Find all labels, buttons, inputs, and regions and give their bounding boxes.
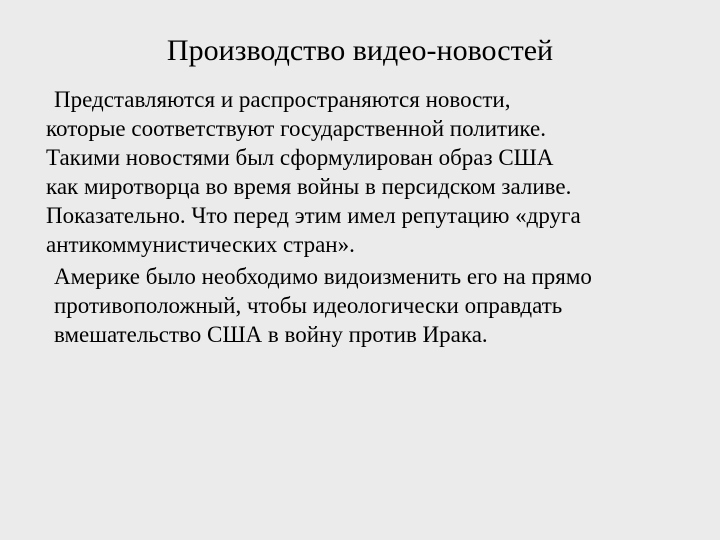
slide-title: Производство видео-новостей (166, 34, 554, 67)
slide-body (46, 85, 718, 352)
paragraph-america-iraq: Америке было необходимо видоизменить его на прямо противоположный, чтобы идеологически оправдать вмешательство США в войну против Ирака. (54, 264, 592, 347)
paragraph-news-policy: Представляются и распространяются новости, которые соответствуют государственной политике. Такими новостями был сформулирован образ США как миротворца во время войны в персидском заливе. Показательно. Что перед этим имел репутацию «друга антикоммунистических стран». (46, 87, 581, 257)
